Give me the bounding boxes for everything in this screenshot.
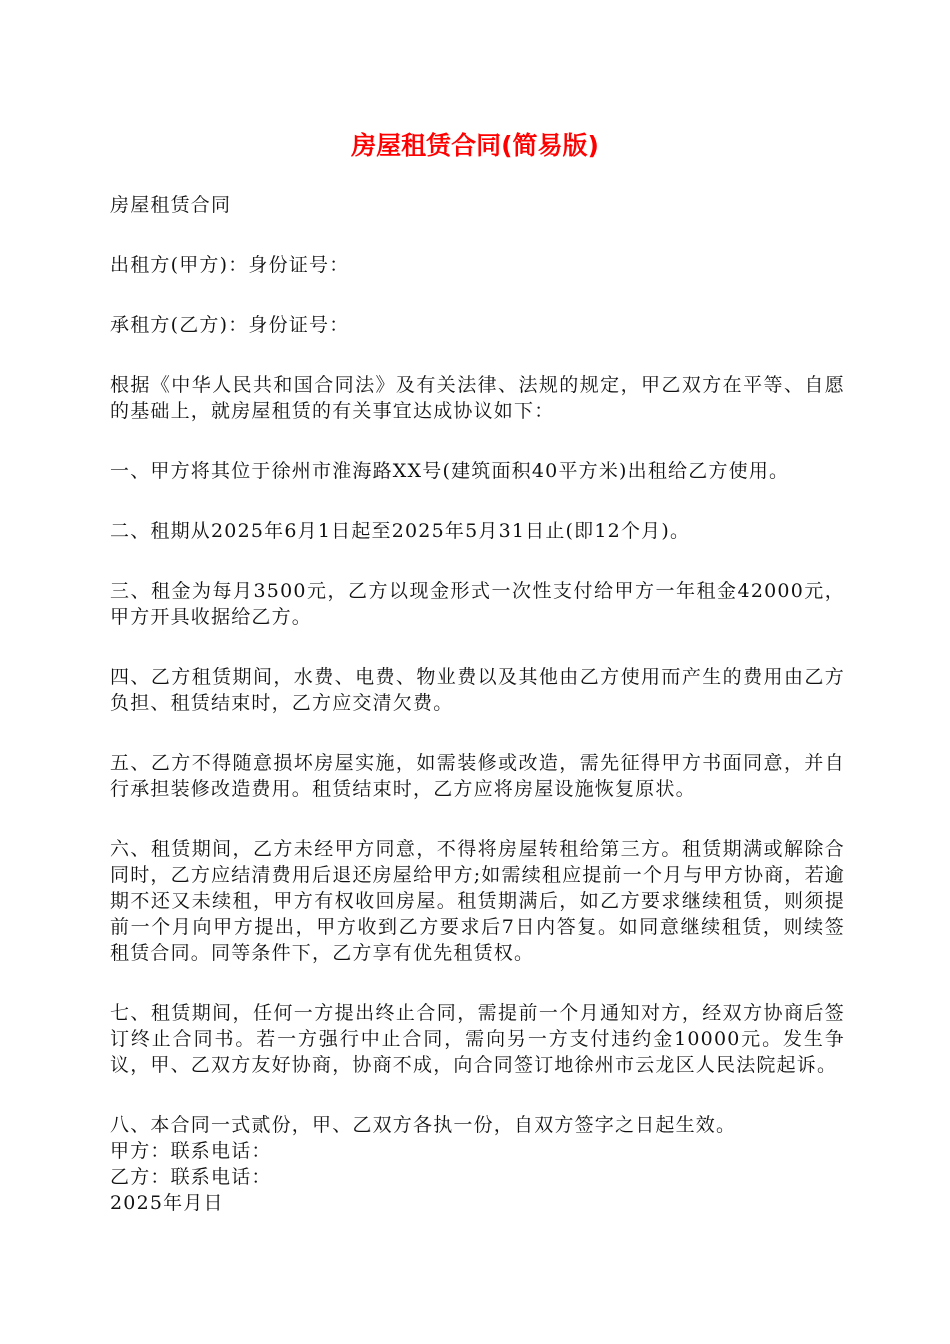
paragraph-clause-6: 六、租赁期间，乙方未经甲方同意，不得将房屋转租给第三方。租赁期满或解除合同时，乙方应结清费用后退还房屋给甲方;如需续租应提前一个月与甲方协商，若逾期不还又未续租，甲方有权收回房屋。租赁期满后，如乙方要求继续租赁，则须提前一个月向甲方提出，甲方收到乙方要求后7日内答复。如同意继续租赁，则续签租赁合同。同等条件下，乙方享有优先租赁权。 [110, 838, 845, 964]
signature-party-b: 乙方：联系电话： [110, 1166, 272, 1188]
signature-date: 2025年月日 [110, 1192, 224, 1214]
paragraph-clause-7: 七、租赁期间，任何一方提出终止合同，需提前一个月通知对方，经双方协商后签订终止合同书。若一方强行中止合同，需向另一方支付违约金10000元。发生争议，甲、乙双方友好协商，协商不成，向合同签订地徐州市云龙区人民法院起诉。 [110, 1002, 845, 1076]
paragraph-clause-5: 五、乙方不得随意损坏房屋实施，如需装修或改造，需先征得甲方书面同意，并自行承担装修改造费用。租赁结束时，乙方应将房屋设施恢复原状。 [110, 752, 845, 800]
document-body [110, 192, 845, 1216]
paragraph-clause-3: 三、租金为每月3500元，乙方以现金形式一次性支付给甲方一年租金42000元，甲方开具收据给乙方。 [110, 580, 845, 628]
paragraph-lessor: 出租方(甲方)：身份证号： [110, 254, 350, 276]
paragraph-clause-8: 八、本合同一式贰份，甲、乙双方各执一份，自双方签字之日起生效。 [110, 1114, 737, 1136]
paragraph-clause-1: 一、甲方将其位于徐州市淮海路XX号(建筑面积40平方米)出租给乙方使用。 [110, 460, 790, 482]
paragraph-clause-4: 四、乙方租赁期间，水费、电费、物业费以及其他由乙方使用而产生的费用由乙方负担、租赁结束时，乙方应交清欠费。 [110, 666, 845, 714]
paragraph-preamble: 根据《中华人民共和国合同法》及有关法律、法规的规定，甲乙双方在平等、自愿的基础上，就房屋租赁的有关事宜达成协议如下： [110, 374, 845, 422]
paragraph-clause-2: 二、租期从2025年6月1日起至2025年5月31日止(即12个月)。 [110, 520, 691, 542]
paragraph-heading: 房屋租赁合同 [110, 194, 232, 216]
signature-party-a: 甲方：联系电话： [110, 1140, 272, 1162]
paragraph-lessee: 承租方(乙方)：身份证号： [110, 314, 350, 336]
document-title: 房屋租赁合同(简易版) [351, 131, 599, 160]
